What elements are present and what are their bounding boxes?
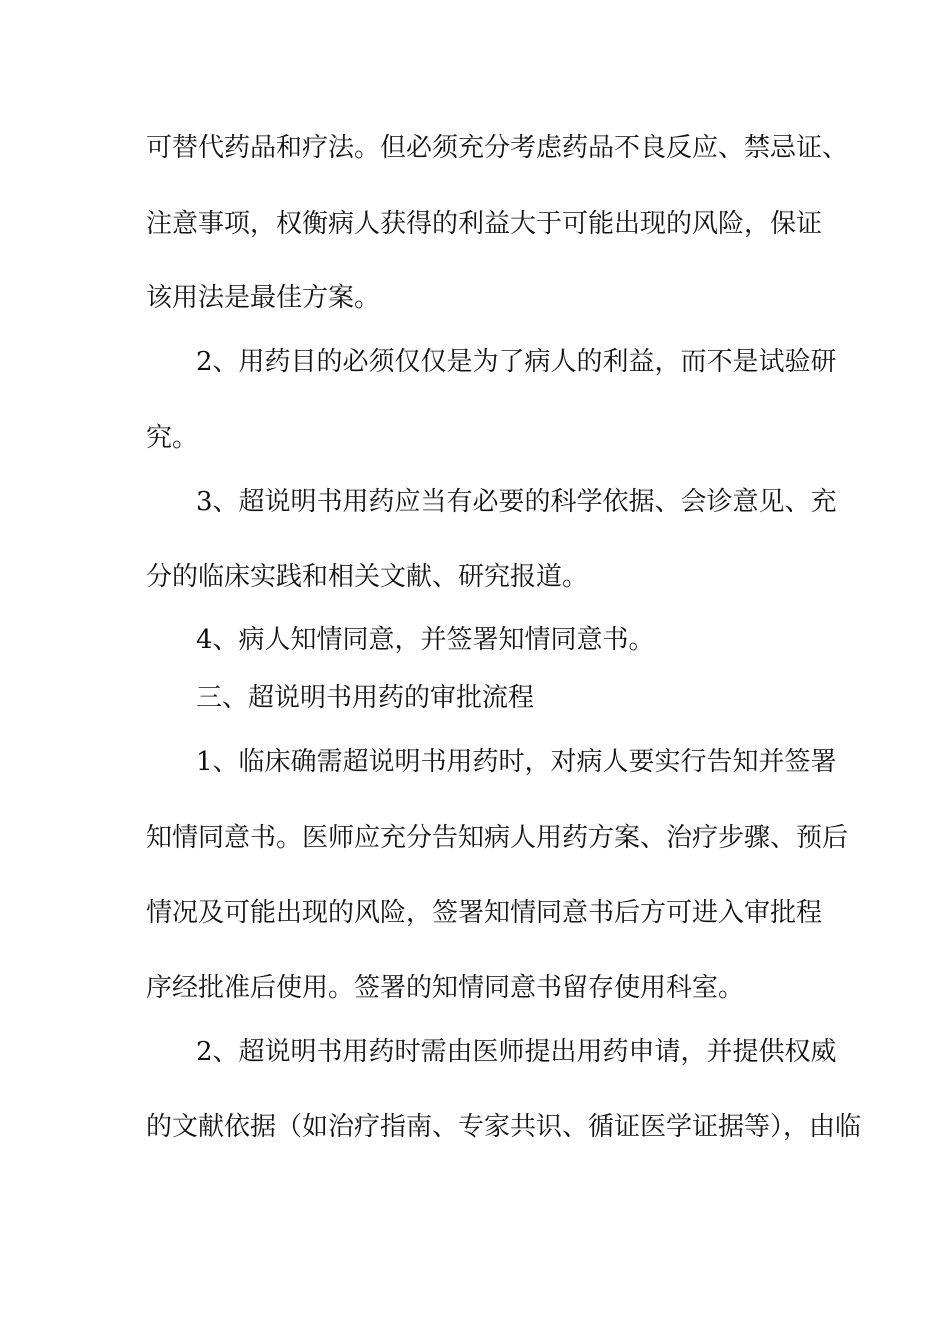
text-line-7: 分的临床实践和相关文献、研究报道。	[146, 562, 589, 592]
text-line-11: 知情同意书。医师应充分告知病人用药方案、治疗步骤、预后	[146, 823, 849, 853]
text-line-4: 2、用药目的必须仅仅是为了病人的利益，而不是试验研	[196, 347, 837, 377]
text-line-6: 3、超说明书用药应当有必要的科学依据、会诊意见、充	[196, 487, 837, 517]
text-line-8: 4、病人知情同意，并签署知情同意书。	[196, 625, 655, 655]
text-line-10: 1、临床确需超说明书用药时，对病人要实行告知并签署	[196, 747, 837, 777]
text-line-2: 注意事项，权衡病人获得的利益大于可能出现的风险，保证	[146, 209, 823, 239]
section-heading: 三、超说明书用药的审批流程	[196, 683, 535, 713]
text-line-5: 究。	[146, 423, 199, 453]
text-line-15: 的文献依据（如治疗指南、专家共识、循证医学证据等），由临	[146, 1112, 862, 1142]
text-line-12: 情况及可能出现的风险，签署知情同意书后方可进入审批程	[146, 898, 823, 928]
text-line-13: 序经批准后使用。签署的知情同意书留存使用科室。	[146, 973, 745, 1003]
text-line-3: 该用法是最佳方案。	[146, 283, 381, 313]
text-line-1: 可替代药品和疗法。但必须充分考虑药品不良反应、禁忌证、	[146, 133, 849, 163]
text-line-14: 2、超说明书用药时需由医师提出用药申请，并提供权威	[196, 1037, 837, 1067]
